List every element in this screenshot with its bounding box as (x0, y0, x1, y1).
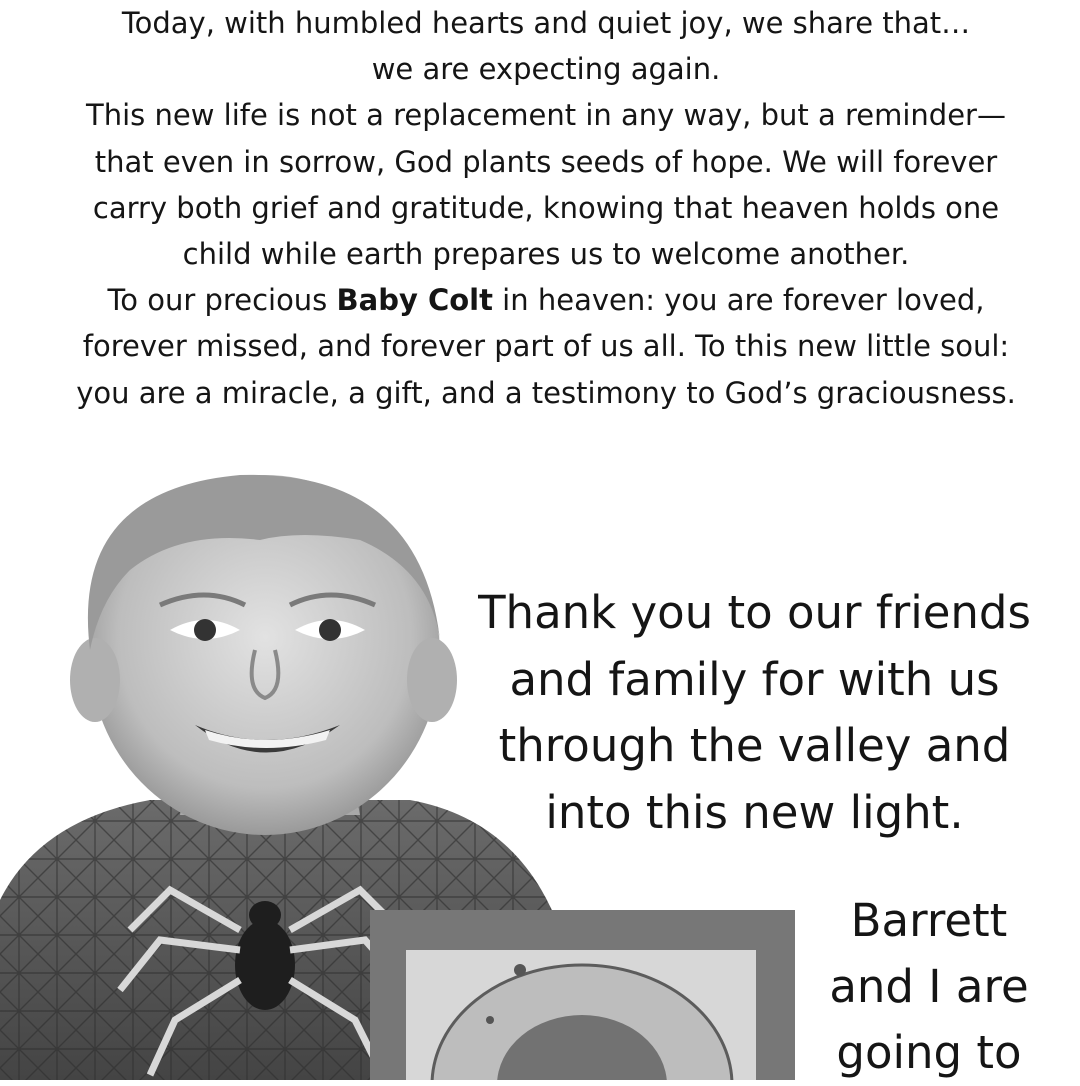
right-ear (407, 638, 457, 722)
paragraph-3-rest: in heaven: you are forever loved, forever missed, and forever part of us all. To this new little soul: you are a miracle, a gift, and a testimony to God’s graciousness. (76, 283, 1016, 410)
paragraph-3-intro: To our precious (107, 283, 337, 318)
thank-you-message: Thank you to our friends and family for with us through the valley and into this new light. (478, 586, 1031, 839)
ultrasound-photo (370, 910, 795, 1080)
announcement-line-1: Today, with humbled hearts and quiet joy, we share that… (121, 6, 971, 40)
announcement-paragraph-3 (60, 277, 1032, 416)
baby-name: Baby Colt (336, 283, 493, 318)
announcement-paragraph-2: This new life is not a replacement in any way, but a reminder—that even in sorrow, God plants seeds of hope. We will forever carry both grief and gratitude, knowing that heaven holds one child while earth prepares us to welcome another. (86, 98, 1006, 272)
left-ear (70, 638, 120, 722)
ultrasound-speck (486, 1016, 494, 1024)
announcement-text (60, 0, 1032, 416)
ultrasound-speck (514, 964, 526, 976)
closing-fragment: Barrett and I are going to (829, 894, 1029, 1079)
announcement-line-2: we are expecting again. (371, 52, 721, 87)
